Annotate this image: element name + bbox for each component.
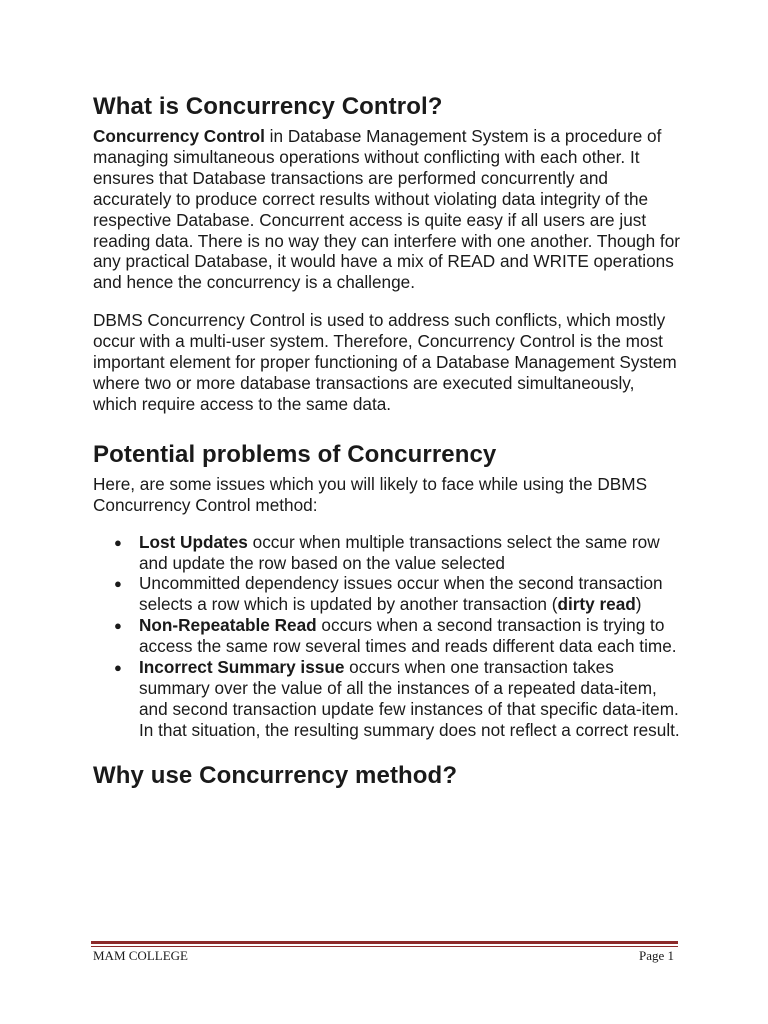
footer-rule-thin bbox=[91, 946, 678, 947]
list-item-uncommitted-dependency bbox=[93, 573, 683, 615]
paragraph-definition bbox=[93, 126, 683, 293]
section-potential-problems bbox=[93, 440, 683, 741]
uncommitted-text: Uncommitted dependency issues occur when the second transaction selects a row which is updated by another transaction ( bbox=[139, 573, 663, 615]
section-why-use bbox=[93, 761, 683, 791]
bullet-icon: ● bbox=[114, 534, 122, 550]
uncommitted-text-end: ) bbox=[635, 594, 642, 615]
paragraph-problems-intro: Here, are some issues which you will likely to face while using the DBMS Concurrency Control method: bbox=[93, 473, 648, 515]
list-item-non-repeatable-read bbox=[93, 615, 683, 657]
bullet-icon: ● bbox=[114, 660, 122, 676]
footer-page-number: Page 1 bbox=[638, 948, 674, 963]
non-repeatable-read-text: occurs when a second transaction is trying to access the same row several times and reads different data each time. bbox=[139, 615, 677, 657]
term-incorrect-summary: Incorrect Summary issue bbox=[139, 657, 345, 678]
footer-rule-thick bbox=[91, 941, 678, 944]
footer-college-name: MAM COLLEGE bbox=[93, 948, 188, 963]
list-item-incorrect-summary bbox=[93, 657, 683, 741]
document-body bbox=[93, 92, 683, 795]
paragraph-dbms-concurrency: DBMS Concurrency Control is used to address such conflicts, which mostly occur with a multi-user system. Therefore, Concurrency Control is the most important element for proper functioning of a Database Management System where two or more database transactions are executed simultaneously, which require access to the same data. bbox=[93, 310, 677, 414]
heading-why-use-concurrency: Why use Concurrency method? bbox=[93, 761, 458, 789]
lost-updates-text: occur when multiple transactions select the same row and update the row based on the value selected bbox=[139, 531, 660, 573]
term-non-repeatable-read: Non-Repeatable Read bbox=[139, 615, 317, 636]
problems-list bbox=[93, 532, 683, 741]
bullet-icon: ● bbox=[114, 576, 122, 592]
list-item-lost-updates bbox=[93, 532, 683, 574]
footer-divider bbox=[91, 941, 678, 947]
heading-what-is-concurrency-control: What is Concurrency Control? bbox=[93, 93, 443, 120]
incorrect-summary-text: occurs when one transaction takes summary over the value of all the instances of a repeated data-item, and second transaction update few instances of that specific data-item. In that situation, the resulting summary does not reflect a correct result. bbox=[139, 657, 680, 740]
heading-potential-problems: Potential problems of Concurrency bbox=[93, 440, 497, 468]
term-concurrency-control: Concurrency Control bbox=[93, 126, 265, 146]
term-dirty-read: dirty read bbox=[557, 594, 636, 615]
bullet-icon: ● bbox=[114, 618, 122, 634]
definition-text: in Database Management System is a procedure of managing simultaneous operations without conflicting with each other. It ensures that Database transactions are performed concurrently and accurately to produce correct results without violating data integrity of the respective Database. Concurrent access is quite easy if all users are just reading data. There is no way they can interfere with one another. Though for any practical Database, it would have a mix of READ and WRITE operations and hence the concurrency is a challenge. bbox=[93, 126, 680, 293]
term-lost-updates: Lost Updates bbox=[139, 531, 248, 552]
